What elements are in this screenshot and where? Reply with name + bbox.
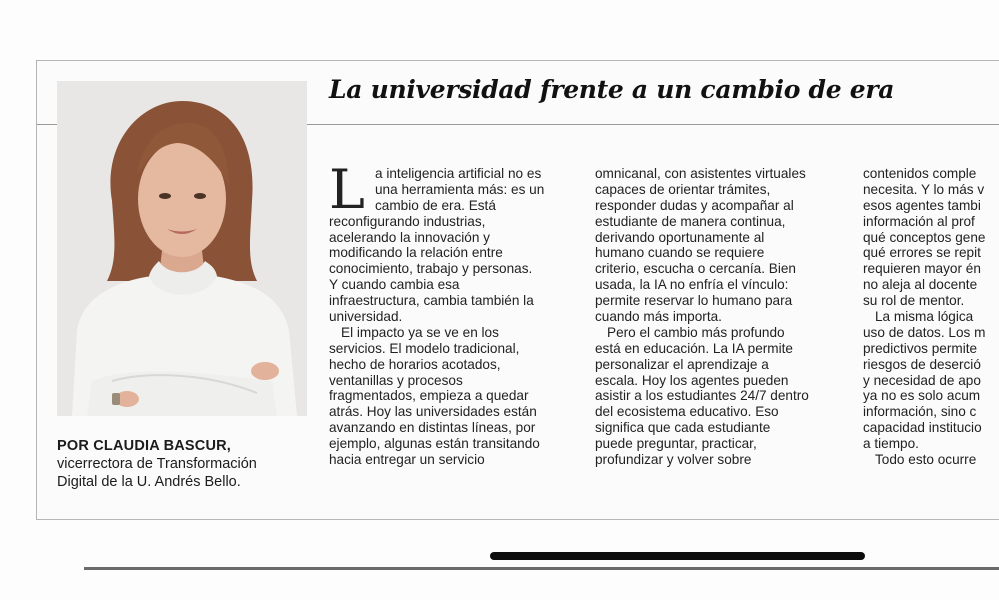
article-text-line: reconfigurando industrias,: [329, 213, 486, 229]
article-text-line: necesita. Y lo más v: [863, 181, 985, 197]
author-photo: [57, 81, 307, 416]
article-text-line: avanzando en distintas líneas, por: [329, 420, 536, 436]
article-text-line: escala. Hoy los agentes pueden: [595, 372, 789, 388]
article-text-line: hecho de horarios acotados,: [329, 356, 501, 372]
article-column-1: [329, 158, 577, 468]
article-text-line: cambio de era. Está: [375, 197, 496, 213]
home-indicator-bar[interactable]: [490, 552, 865, 560]
article-text-line: requieren mayor én: [863, 261, 981, 277]
article-column-3: [863, 166, 999, 468]
author-name: POR CLAUDIA BASCUR,: [57, 438, 232, 454]
article-text-line: información al prof: [863, 213, 975, 229]
author-portrait-image: [57, 81, 307, 416]
article-text-line: riesgos de deserció: [863, 356, 981, 372]
article-text-line: esos agentes tambi: [863, 197, 981, 213]
article-text-line: asistir a los estudiantes 24/7 dentro: [595, 388, 809, 404]
article-text-line: La misma lógica: [875, 309, 974, 325]
article-text-line: su rol de mentor.: [863, 293, 965, 309]
article-text-line: ventanillas y procesos: [329, 372, 463, 388]
article-text-line: capacidad institucio: [863, 420, 982, 436]
article-text-line: cuando más importa.: [595, 309, 722, 325]
article-text-line: criterio, escucha o cercanía. Bien: [595, 261, 796, 277]
article-text-line: fragmentados, empieza a quedar: [329, 388, 529, 404]
newspaper-clipping: [36, 60, 999, 520]
article-text-line: no aleja al docente: [863, 277, 978, 293]
article-text-line: Pero el cambio más profundo: [607, 324, 785, 340]
article-text-line: Y cuando cambia esa: [329, 277, 460, 293]
article-text-line: Todo esto ocurre: [875, 452, 977, 468]
article-text-line: significa que cada estudiante: [595, 420, 771, 436]
article-text-line: modificando la relación entre: [329, 245, 503, 261]
article-text-line: El impacto ya se ve en los: [341, 324, 499, 340]
drop-cap: L: [329, 158, 365, 221]
article-text-line: infraestructura, cambia también la: [329, 293, 534, 309]
headline-divider-left: [37, 124, 57, 125]
article-text-line: ya no es solo acum: [863, 388, 981, 404]
article-text-line: conocimiento, trabajo y personas.: [329, 261, 533, 277]
article-text-line: puede preguntar, practicar,: [595, 436, 757, 452]
article-text-line: atrás. Hoy las universidades están: [329, 404, 537, 420]
article-text-line: a inteligencia artificial no es: [375, 166, 542, 181]
author-byline: [57, 437, 327, 491]
article-text-line: a tiempo.: [863, 436, 919, 452]
article-text-line: derivando oportunamente al: [595, 229, 765, 245]
viewer-scroll-bar[interactable]: [84, 567, 999, 570]
headline-divider: [307, 124, 999, 125]
article-text-line: hacia entregar un servicio: [329, 452, 485, 468]
article-text-line: humano cuando se requiere: [595, 245, 765, 261]
article-text-line: contenidos comple: [863, 166, 977, 181]
article-text-line: personalizar el aprendizaje a: [595, 356, 769, 372]
article-text-line: capaces de orientar trámites,: [595, 181, 771, 197]
article-text-line: uso de datos. Los m: [863, 324, 986, 340]
article-text-line: está en educación. La IA permite: [595, 340, 793, 356]
article-text-line: estudiante de manera continua,: [595, 213, 786, 229]
article-text-line: información, sino c: [863, 404, 977, 420]
article-text-line: profundizar y volver sobre: [595, 452, 752, 468]
article-text-line: ejemplo, algunas están transitando: [329, 436, 540, 452]
article-column-2: [595, 166, 843, 468]
article-text-line: omnicanal, con asistentes virtuales: [595, 166, 806, 181]
article-text-line: y necesidad de apo: [863, 372, 981, 388]
article-text-line: permite reservar lo humano para: [595, 293, 793, 309]
article-text-line: qué errores se repit: [863, 245, 981, 261]
article-text-line: usada, la IA no enfría el vínculo:: [595, 277, 789, 293]
article-headline: La universidad frente a un cambio de era: [329, 75, 895, 104]
article-text-line: acelerando la innovación y: [329, 229, 490, 245]
article-text-line: qué conceptos gene: [863, 229, 986, 245]
author-role: vicerrectora de Transformación Digital de la U. Andrés Bello.: [57, 456, 257, 490]
article-text-line: del ecosistema educativo. Eso: [595, 404, 779, 420]
article-text-line: universidad.: [329, 309, 403, 325]
article-text-line: una herramienta más: es un: [375, 181, 545, 197]
article-text-line: responder dudas y acompañar al: [595, 197, 794, 213]
article-text-line: predictivos permite: [863, 340, 978, 356]
article-text-line: servicios. El modelo tradicional,: [329, 340, 520, 356]
